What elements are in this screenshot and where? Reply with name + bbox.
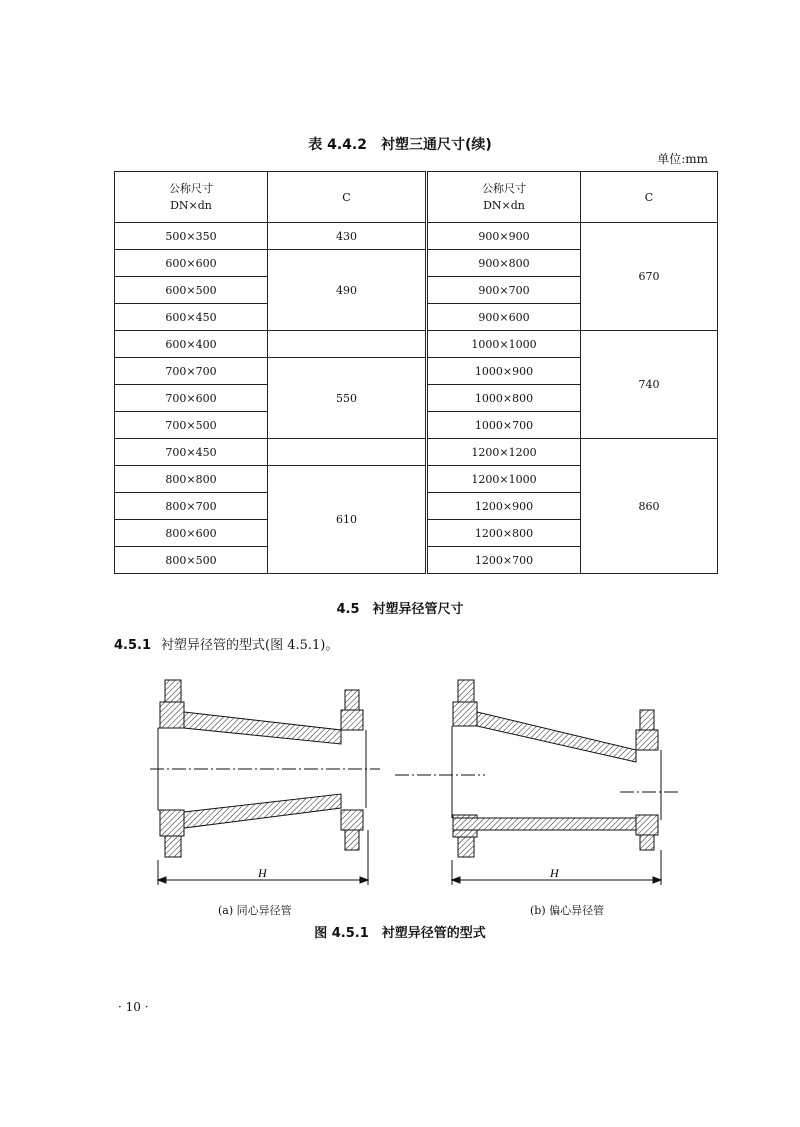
concentric-reducer-drawing <box>150 680 380 885</box>
c-cell: 670 <box>581 223 718 331</box>
c-cell <box>268 331 426 358</box>
table-row <box>115 439 718 466</box>
dimension-label-h: H <box>550 866 559 880</box>
c-cell: 740 <box>581 331 718 439</box>
dn-cell: 500×350 <box>115 223 268 250</box>
dn-cell: 800×600 <box>115 520 268 547</box>
page-number: · 10 · <box>118 1000 149 1014</box>
clause-number: 4.5.1 <box>114 638 152 653</box>
c-cell: 610 <box>268 466 426 574</box>
dn-cell: 1200×700 <box>428 547 581 574</box>
dn-cell: 1000×900 <box>428 358 581 385</box>
caption-eccentric: (b) 偏心异径管 <box>530 904 605 917</box>
c-cell: 490 <box>268 250 426 331</box>
figure-title: 图 4.5.1 衬塑异径管的型式 <box>314 926 486 941</box>
reducer-figure <box>140 670 700 900</box>
c-cell: 860 <box>581 439 718 574</box>
c-cell: 430 <box>268 223 426 250</box>
dn-cell: 800×800 <box>115 466 268 493</box>
dimension-label-h: H <box>258 866 267 880</box>
header-c-right: C <box>581 172 718 223</box>
dn-cell: 800×500 <box>115 547 268 574</box>
clause-paragraph <box>114 634 338 653</box>
dn-cell: 1000×800 <box>428 385 581 412</box>
table-title: 表 4.4.2 衬塑三通尺寸(续) <box>308 137 492 153</box>
dn-cell: 700×500 <box>115 412 268 439</box>
dn-cell: 900×700 <box>428 277 581 304</box>
dn-cell: 1200×1200 <box>428 439 581 466</box>
dn-cell: 600×500 <box>115 277 268 304</box>
header-c-left: C <box>268 172 426 223</box>
table-header-row <box>115 172 718 223</box>
c-cell: 550 <box>268 358 426 439</box>
dn-cell: 600×600 <box>115 250 268 277</box>
dn-cell: 800×700 <box>115 493 268 520</box>
dn-cell: 700×600 <box>115 385 268 412</box>
dn-cell: 1000×700 <box>428 412 581 439</box>
caption-concentric: (a) 同心异径管 <box>218 904 292 917</box>
dn-cell: 900×600 <box>428 304 581 331</box>
tee-dimension-table <box>114 171 718 574</box>
table-row <box>115 223 718 250</box>
section-heading: 4.5 衬塑异径管尺寸 <box>336 602 464 617</box>
dn-cell: 1000×1000 <box>428 331 581 358</box>
header-dn-left: 公称尺寸 DN×dn <box>115 172 268 223</box>
table-row <box>115 331 718 358</box>
clause-text: 衬塑异径管的型式(图 4.5.1)。 <box>161 638 339 653</box>
header-dn-right: 公称尺寸 DN×dn <box>428 172 581 223</box>
dn-cell: 700×450 <box>115 439 268 466</box>
dn-cell: 900×800 <box>428 250 581 277</box>
eccentric-reducer-drawing <box>395 680 680 885</box>
dn-cell: 1200×800 <box>428 520 581 547</box>
dn-cell: 700×700 <box>115 358 268 385</box>
dn-cell: 600×400 <box>115 331 268 358</box>
unit-label: 单位:mm <box>657 152 708 166</box>
c-cell <box>268 439 426 466</box>
dn-cell: 900×900 <box>428 223 581 250</box>
dn-cell: 600×450 <box>115 304 268 331</box>
dn-cell: 1200×900 <box>428 493 581 520</box>
dn-cell: 1200×1000 <box>428 466 581 493</box>
